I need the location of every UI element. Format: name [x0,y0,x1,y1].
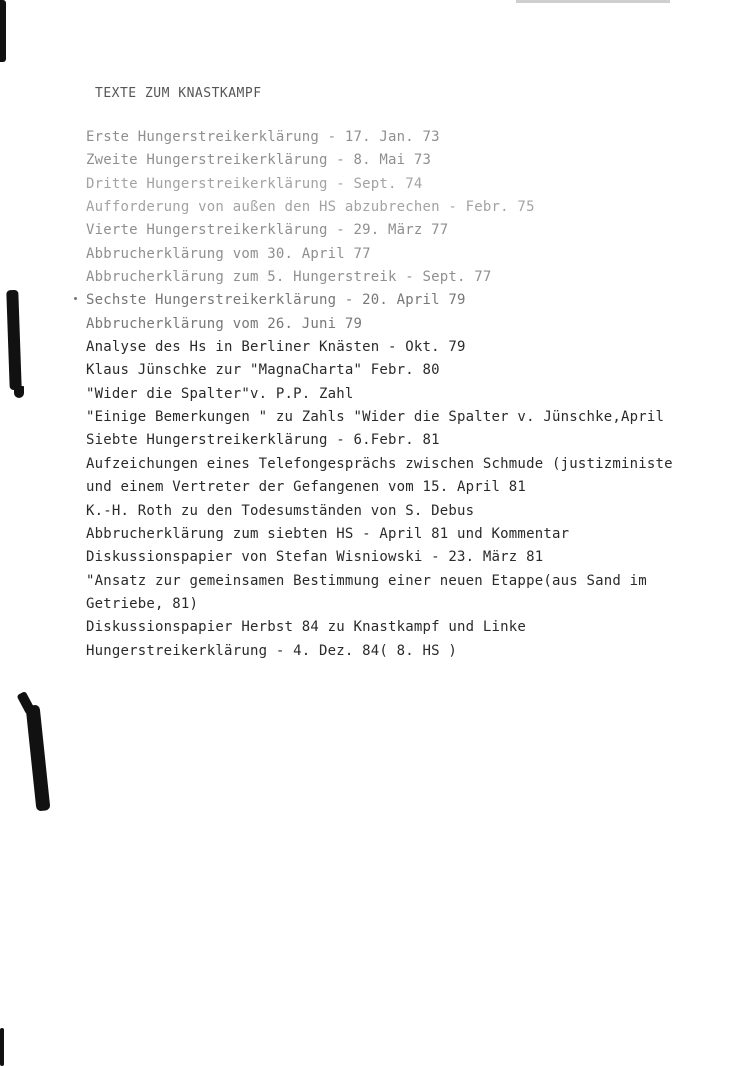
scan-binding-mark [6,290,21,390]
document-title: TEXTE ZUM KNASTKAMPF [95,86,262,101]
scan-smudge [516,0,670,3]
scan-binding-mark-tail [14,386,24,398]
list-item: Analyse des Hs in Berliner Knästen - Okt. 79 [86,339,466,356]
list-item: Abbrucherklärung vom 26. Juni 79 [86,315,363,332]
list-item: und einem Vertreter der Gefangenen vom 15. April 81 [86,479,527,496]
list-item: Abbrucherklärung zum siebten HS - April 81 und Kommentar [86,525,570,542]
list-item: Dritte Hungerstreikerklärung - Sept. 74 [86,175,423,192]
scan-edge-mark [0,0,6,62]
list-item: Zweite Hungerstreikerklärung - 8. Mai 73 [86,152,432,169]
list-item: Aufzeichungen eines Telefongesprächs zwischen Schmude (justizministe [86,455,673,472]
list-item: Getriebe, 81) [86,595,199,612]
list-item: "Einige Bemerkungen " zu Zahls "Wider die Spalter v. Jünschke,April [86,409,665,426]
list-item: Aufforderung von außen den HS abzubrechen - Febr. 75 [86,199,535,216]
text-list [86,126,748,663]
list-item: "Wider die Spalter"v. P.P. Zahl [86,385,354,402]
scan-binding-mark [25,705,50,812]
scan-edge-mark [0,1028,4,1066]
list-item: Hungerstreikerklärung - 4. Dez. 84( 8. HS ) [86,642,458,659]
list-item: Siebte Hungerstreikerklärung - 6.Febr. 81 [86,432,440,449]
list-item: Diskussionspapier Herbst 84 zu Knastkampf und Linke [86,619,527,636]
list-item: Sechste Hungerstreikerklärung - 20. April 79 [86,292,466,309]
list-item: K.-H. Roth zu den Todesumständen von S. Debus [86,502,475,519]
list-item: "Ansatz zur gemeinsamen Bestimmung einer neuen Etappe(aus Sand im [86,572,647,589]
list-item: Abbrucherklärung vom 30. April 77 [86,245,371,262]
scan-speck [74,297,77,300]
list-item: Erste Hungerstreikerklärung - 17. Jan. 73 [86,129,440,145]
list-item: Vierte Hungerstreikerklärung - 29. März 77 [86,222,449,239]
list-item: Klaus Jünschke zur "MagnaCharta" Febr. 80 [86,362,440,379]
list-item: Diskussionspapier von Stefan Wisniowski - 23. März 81 [86,549,544,566]
list-item: Abbrucherklärung zum 5. Hungerstreik - Sept. 77 [86,269,492,286]
